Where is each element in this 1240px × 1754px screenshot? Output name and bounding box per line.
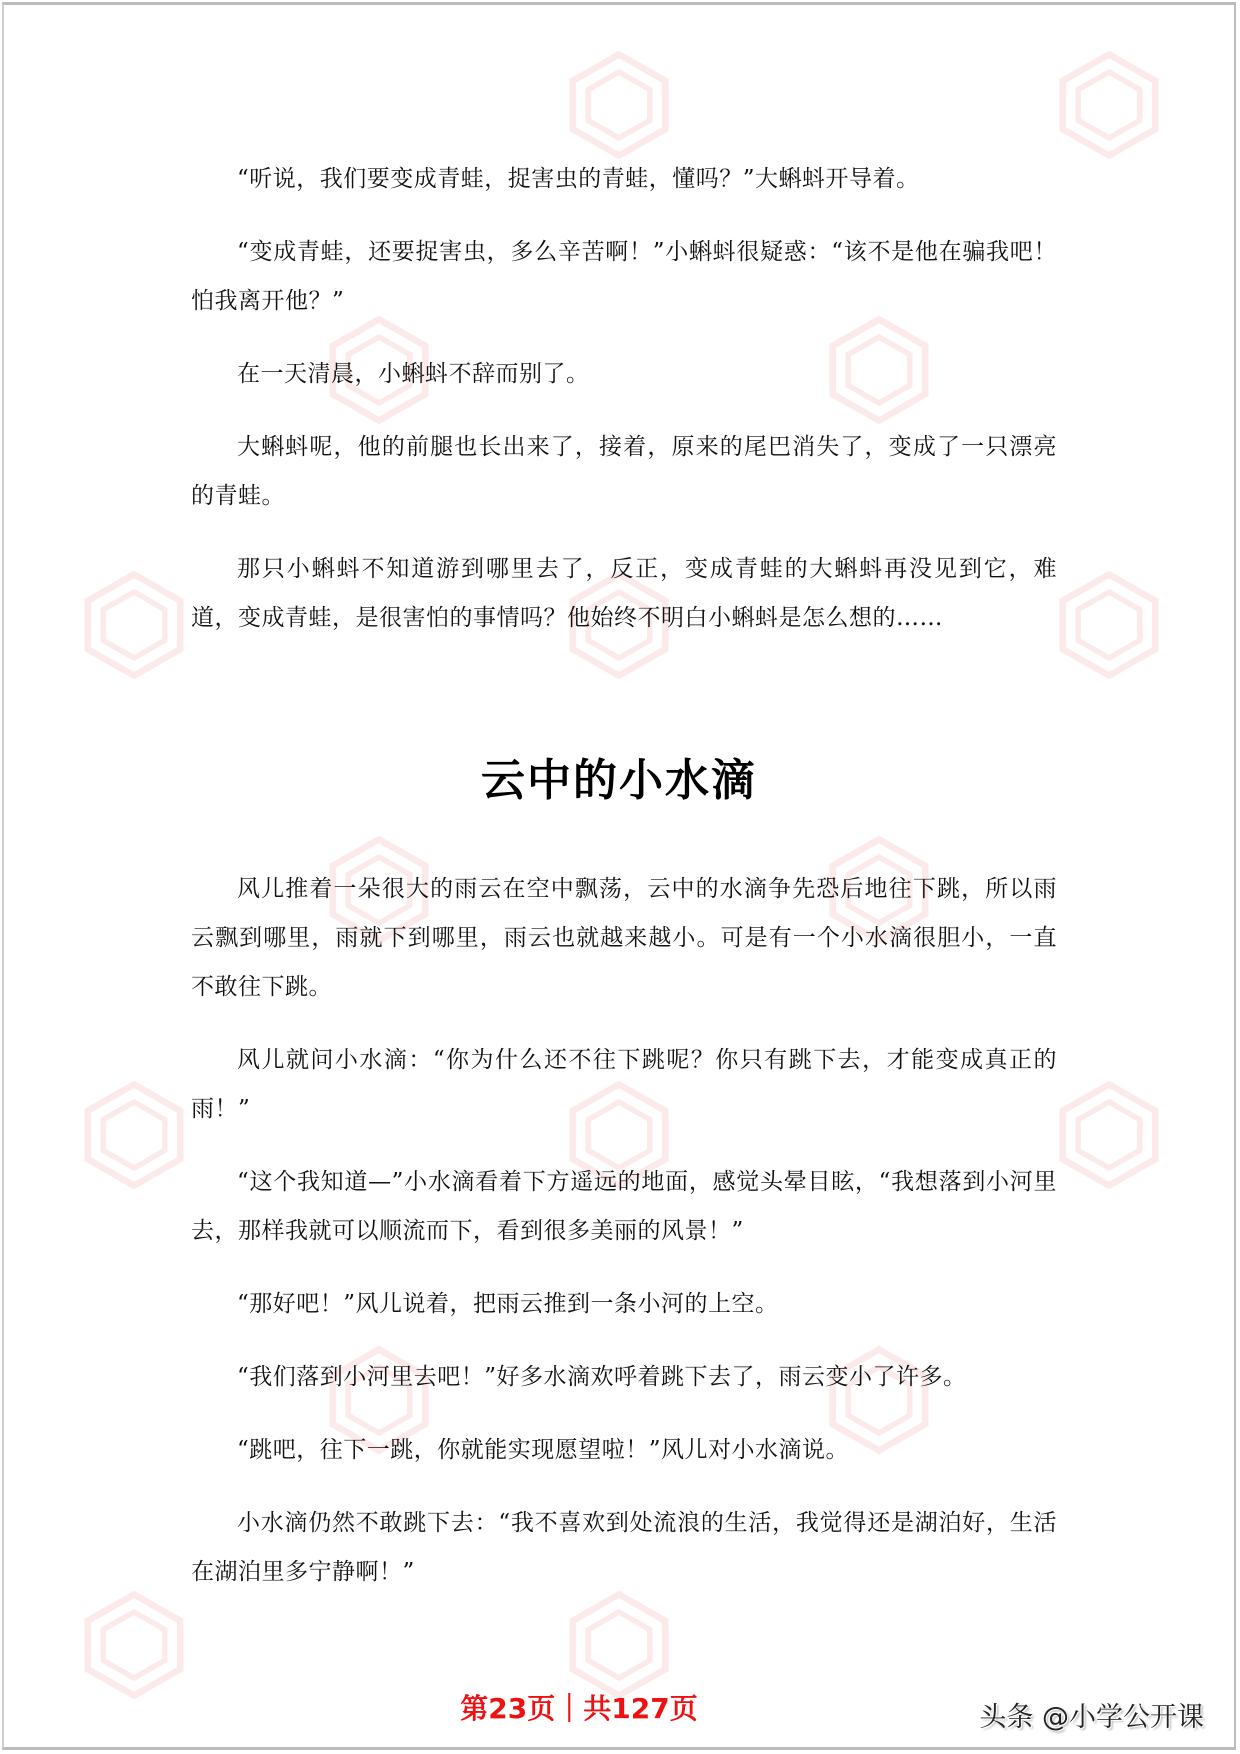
paragraph: 风儿推着一朵很大的雨云在空中飘荡，云中的水滴争先恐后地往下跳，所以雨云飘到哪里，雨就下到哪里，雨云也就越来越小。可是有一个小水滴很胆小，一直不敢往下跳。 <box>191 876 1057 1000</box>
page-indicator: 第23页｜共127页 <box>460 1692 698 1725</box>
paragraph: “变成青蛙，还要捉害虫，多么辛苦啊！”小蝌蚪很疑惑：“该不是他在骗我吧！怕我离开他？” <box>191 239 1057 314</box>
section-water-drop-text <box>191 865 1057 1621</box>
paragraph: “这个我知道—”小水滴看着下方遥远的地面，感觉头晕目眩，“我想落到小河里去，那样我就可以顺流而下，看到很多美丽的风景！” <box>191 1169 1057 1244</box>
section-tadpole-text <box>191 155 1057 667</box>
hexagon-logo-icon <box>564 50 674 160</box>
paragraph: “我们落到小河里去吧！”好多水滴欢呼着跳下去了，雨云变小了许多。 <box>237 1364 967 1390</box>
paragraph: 大蝌蚪呢，他的前腿也长出来了，接着，原来的尾巴消失了，变成了一只漂亮的青蛙。 <box>191 434 1057 509</box>
hexagon-logo-icon <box>1054 50 1164 160</box>
paragraph: “跳吧，往下一跳，你就能实现愿望啦！”风儿对小水滴说。 <box>237 1437 850 1463</box>
paragraph: “听说，我们要变成青蛙，捉害虫的青蛙，懂吗？”大蝌蚪开导着。 <box>237 166 920 192</box>
paragraph: 小水滴仍然不敢跳下去：“我不喜欢到处流浪的生活，我觉得还是湖泊好，生活在湖泊里多宁静啊！” <box>191 1510 1057 1585</box>
hexagon-logo-icon <box>1054 570 1164 680</box>
section-title: 云中的小水滴 <box>481 755 757 807</box>
paragraph: “那好吧！”风儿说着，把雨云推到一条小河的上空。 <box>237 1291 779 1317</box>
document-page <box>2 2 1236 1750</box>
paragraph: 风儿就问小水滴：“你为什么还不往下跳呢？你只有跳下去，才能变成真正的雨！” <box>191 1047 1057 1122</box>
hexagon-logo-icon <box>79 1590 189 1700</box>
paragraph: 那只小蝌蚪不知道游到哪里去了，反正，变成青蛙的大蝌蚪再没见到它，难道，变成青蛙，是很害怕的事情吗？他始终不明白小蝌蚪是怎么想的…… <box>191 556 1057 631</box>
source-watermark: 头条 @小学公开课 <box>979 1702 1204 1733</box>
paragraph: 在一天清晨，小蝌蚪不辞而别了。 <box>237 361 590 387</box>
hexagon-logo-icon <box>1054 1080 1164 1190</box>
hexagon-logo-icon <box>79 570 189 680</box>
hexagon-logo-icon <box>79 1080 189 1190</box>
